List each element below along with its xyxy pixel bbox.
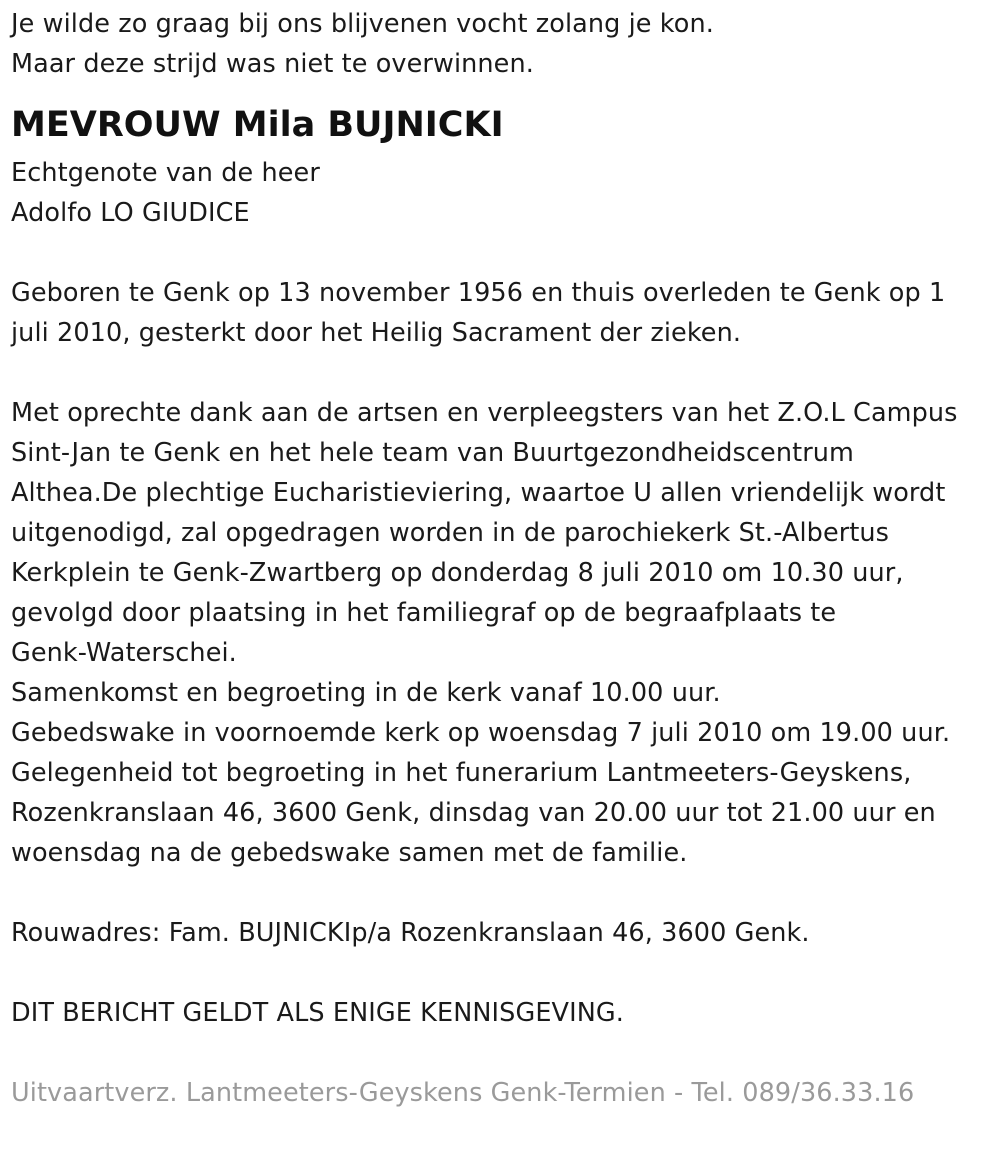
paragraph-line: Gelegenheid tot begroeting in het funerarium Lantmeeters-Geyskens,: [11, 758, 912, 788]
spouse-line: Adolfo LO GIUDICE: [11, 198, 250, 228]
paragraph-line: Geboren te Genk op 13 november 1956 en thuis overleden te Genk op 1: [11, 278, 946, 308]
paragraph-line: Sint-Jan te Genk en het hele team van Buurtgezondheidscentrum: [11, 438, 854, 468]
paragraph-line: juli 2010, gesterkt door het Heilig Sacrament der zieken.: [11, 318, 742, 348]
spacer: [11, 353, 996, 393]
paragraph-line: Met oprechte dank aan de artsen en verpleegsters van het Z.O.L Campus: [11, 398, 958, 428]
spacer: [11, 1033, 996, 1073]
spouse-block: [11, 153, 996, 233]
intro-line: Maar deze strijd was niet te overwinnen.: [11, 49, 534, 79]
birth-death-paragraph: [11, 273, 996, 353]
spacer: [11, 233, 996, 273]
spouse-line: Echtgenote van de heer: [11, 158, 320, 188]
paragraph-line: gevolgd door plaatsing in het familiegraf op de begraafplaats te: [11, 598, 837, 628]
paragraph-line: Genk-Waterschei.: [11, 638, 237, 668]
spacer: [11, 873, 996, 913]
paragraph-line: woensdag na de gebedswake samen met de familie.: [11, 838, 688, 868]
spacer: [11, 953, 996, 993]
intro-line: Je wilde zo graag bij ons blijvenen vocht zolang je kon.: [11, 9, 714, 39]
paragraph-line: Rozenkranslaan 46, 3600 Genk, dinsdag van 20.00 uur tot 21.00 uur en: [11, 798, 936, 828]
paragraph-line: Samenkomst en begroeting in de kerk vanaf 10.00 uur.: [11, 678, 721, 708]
intro-text: [11, 4, 996, 84]
paragraph-line: Kerkplein te Genk-Zwartberg op donderdag 8 juli 2010 om 10.30 uur,: [11, 558, 904, 588]
paragraph-line: uitgenodigd, zal opgedragen worden in de parochiekerk St.-Albertus: [11, 518, 890, 548]
paragraph-line: Gebedswake in voornoemde kerk op woensdag 7 juli 2010 om 19.00 uur.: [11, 718, 951, 748]
obituary-notice: [11, 4, 996, 1113]
ceremony-paragraph: [11, 393, 996, 873]
funeral-home-footer: Uitvaartverz. Lantmeeters-Geyskens Genk-Termien - Tel. 089/36.33.16: [11, 1078, 915, 1108]
official-notice: DIT BERICHT GELDT ALS ENIGE KENNISGEVING.: [11, 998, 624, 1028]
mourning-address: Rouwadres: Fam. BUJNICKIp/a Rozenkranslaan 46, 3600 Genk.: [11, 918, 810, 948]
paragraph-line: Althea.De plechtige Eucharistieviering, waartoe U allen vriendelijk wordt: [11, 478, 946, 508]
deceased-name: MEVROUW Mila BUJNICKI: [11, 105, 504, 145]
